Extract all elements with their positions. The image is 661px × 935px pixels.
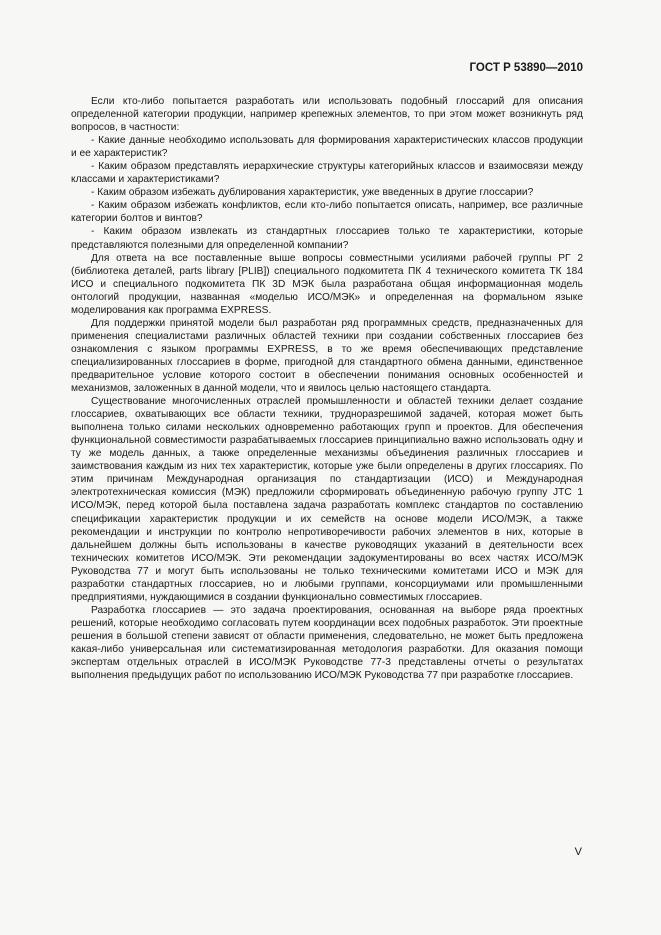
body-paragraph: Разработка глоссариев — это задача проектирования, основанная на выборе ряда проектных решений, которые необходимо согласовать путем координации всех подобных разработок. Эти проектные решения в большой степени зависят от области применения, следовательно, не может быть предложена какая-либо универсальная или систематизированная методология разработки. Для оказания помощи экспертам отдельных отраслей в ИСО/МЭК Руководстве 77-3 представлены отчеты о результатах выполнения предыдущих работ по использованию ИСО/МЭК Руководства 77 при разработке глоссариев. <box>71 604 583 682</box>
document-body <box>71 95 583 682</box>
page-number: V <box>574 846 582 858</box>
question-item: - Каким образом избежать конфликтов, если кто-либо попытается описать, например, все различные категории болтов и винтов? <box>71 200 583 225</box>
body-paragraph: Для поддержки принятой модели был разработан ряд программных средств, предназначенных для применения специалистами различных областей техники при создании собственных глоссариев без ознакомления с языком программы EXPRESS, в то же время обеспечивающих представление специализированных глоссариев в форме, пригодной для стандартного обмена данными, единственное предварительное условие которого состоит в обеспечении понимания основных особенностей и механизмов, заложенных в данной модели, что и явилось целью настоящего стандарта. <box>71 317 583 395</box>
question-item: - Каким образом представлять иерархические структуры категорийных классов и взаимосвязи между классами и характеристиками? <box>71 161 583 186</box>
body-paragraph: Существование многочисленных отраслей промышленности и областей техники делает создание глоссариев, охватывающих все области техники, трудноразрешимой задачей, которая может быть выполнена только силами нескольких одновременно работающих групп и проектов. Для обеспечения функциональной совместимости разрабатываемых глоссариев принципиально важно использовать одну и ту же модель данных, а также определенные механизмы объединения различных глоссариев и заимствования каждым из них тех характеристик, которые уже были определены в других глоссариях. По этим причинам Международная организация по стандартизации (ИСО) и Международная электротехническая комиссия (МЭК) предложили сформировать объединенную рабочую группу JTC 1 ИСО/МЭК, перед которой была поставлена задача разработать комплекс стандартов по составлению спецификации характеристик продукции и их семейств на основе модели ИСО/МЭК, а также рекомендации и инструкции по контролю непротиворечивости рабочих элементов в них, которые в дальнейшем должны быть использованы в качестве руководящих указаний в деятельности всех технических комитетов ИСО/МЭК. Эти рекомендации задокументированы во всех частях ИСО/МЭК Руководства 77 и могут быть использованы не только техническими комитетами ИСО и МЭК для разработки стандартных глоссариев, но и любыми группами, консорциумами или промышленными предприятиями, нуждающимися в создании функционально совместимых глоссариев. <box>71 396 583 603</box>
document-standard-header: ГОСТ Р 53890—2010 <box>469 62 583 74</box>
question-item: - Какие данные необходимо использовать для формирования характеристических классов продукции и ее характеристик? <box>71 135 583 160</box>
body-paragraph: Для ответа на все поставленные выше вопросы совместными усилиями рабочей группы РГ 2 (библиотека деталей, parts library [PLIB]) специального подкомитета ПК 4 технического комитета ТК 184 ИСО и специального подкомитета ПК 3D МЭК была разработана общая информационная модель онтологий продукции, названная «моделью ИСО/МЭК» и определенная на формальном языке моделирования как программа EXPRESS. <box>71 252 583 316</box>
intro-paragraph: Если кто-либо попытается разработать или использовать подобный глоссарий для описания определенной категории продукции, например крепежных элементов, то при этом может возникнуть ряд вопросов, в частности: <box>71 96 583 134</box>
question-item: - Каким образом извлекать из стандартных глоссариев только те характеристики, которые представляются полезными для определенной компании? <box>71 226 583 251</box>
question-item: - Каким образом избежать дублирования характеристик, уже введенных в другие глоссарии? <box>91 187 534 199</box>
